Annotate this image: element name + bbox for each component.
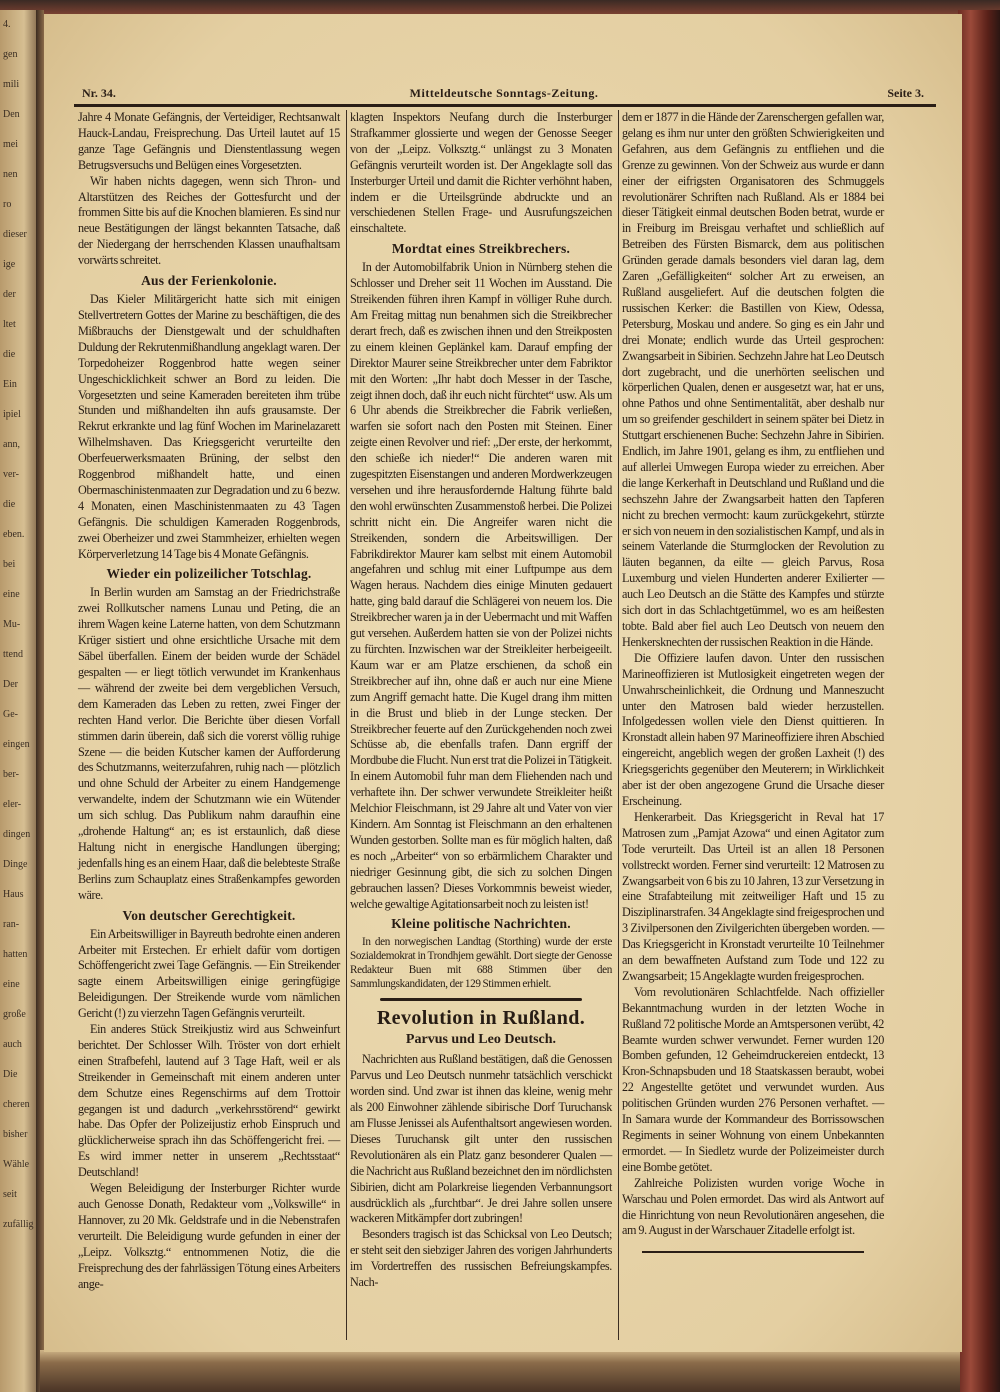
article-heading: Von deutscher Gerechtigkeit. [122,907,296,923]
facing-page-text-fragment: der [3,289,16,300]
facing-page-text-fragment: die [3,499,16,510]
newspaper-page [44,14,962,1352]
facing-page-text-fragment: hatten [3,949,28,960]
article-subheading: Parvus und Leo Deutsch. [405,1032,557,1048]
facing-page-text-fragment: ige [3,259,16,270]
facing-page-text-fragment: eler- [3,799,22,810]
paragraph: Jahre 4 Monate Gefängnis, der Verteidiger, Rechtsanwalt Hauck-Landau, Freisprechung. Das Urteil lautet auf 15 ganze Tage Gefängnis und Dienstentlassung wegen Betrugsversuchs und Belügen eines Vorgesetzten. [78,110,340,172]
paragraph: Ein Arbeitswilliger in Bayreuth bedrohte einen anderen Arbeiter mit Erstechen. Er erhielt dafür vom dortigen Schöffengericht zwei Tage Gefängnis. — Ein Streikender sagte einem Arbeitswilligen einige geringfügige Beleidigungen. Der Streikende wurde vom nämlichen Gericht (!) zu vierzehn Tagen Gefängnis verurteilt. [78,926,340,1021]
facing-page-text-fragment: cheren [3,1099,30,1110]
paragraph: Die Offiziere laufen davon. Unter den russischen Marineoffizieren ist Mutlosigkeit eingetreten wegen der Unwahrscheinlichkeit, die Ordnung und Manneszucht unter den Matrosen bald wieder herzustellen. Infolgedessen wollen viele den Dienst quittieren. In Kronstadt allein haben 97 Marineoffiziere ihren Abschied eingereicht, angeblich wegen der großen Laxheit (!) des Kriegsgerichts gegenüber den Meuterern; in Wirklichkeit aber ist der oben angezogene Grund die Ursache dieser Erscheinung. [622,650,884,808]
article-heading: Aus der Ferienkolonie. [141,273,277,289]
facing-page-text-fragment: ttend [3,649,23,660]
paragraph: Henkerarbeit. Das Kriegsgericht in Reval hat 17 Matrosen zum „Pamjat Azowa“ und einen Agitator zum Tode verurteilt. Das Urteil ist an allen 18 Personen vollstreckt worden. Ferner sind verurteilt: 12 Matrosen zu Zwangsarbeit von 6 bis zu 10 Jahren, 13 zur Versetzung in eine Strafabteilung mit zeitweiliger Haft und 15 zu Disziplinarstrafen. 34 Angeklagte sind freigesprochen und 3 Zivilpersonen den Zivilgerichten übergeben worden. — Das Kriegsgericht in Kronstadt verurteilte 10 Teilnehmer an dem bewaffneten Aufstand zum Tode und 122 zu Zwangsarbeit; 15 Angeklagte wurden freigesprochen. [622,809,884,983]
facing-page-text-fragment: nen [3,169,18,180]
book-binding [958,10,1000,1392]
facing-page-text-fragment: dingen [3,829,31,840]
facing-page-text-fragment: mili [3,79,20,90]
facing-page-text-fragment: bisher [3,1129,28,1140]
article-heading: Kleine politische Nachrichten. [391,916,571,932]
paragraph: Vom revolutionären Schlachtfelde. Nach offizieller Bekanntmachung wurden in der letzten Woche in Rußland 72 politische Morde an Amtspersonen verübt, 42 Beamte wurden schwer verwundet. Ferner wurden 120 Bomben gefunden, 12 Geheimdruckereien entdeckt, 13 Kron-Schnapsbuden und 18 Staatskassen beraubt, wobei 22 Angestellte getötet und verwundet wurden. Aus politischen Gründen wurden 276 Personen verhaftet. — In Samara wurde der Kommandeur des Borrissowschen Regiments in seiner Wohnung von einem Unbekannten ermordet. — In Siedletz wurde der Polizeimeister durch eine Bombe getötet. [622,984,884,1174]
facing-page-text-fragment: seit [3,1189,17,1200]
facing-page-text-fragment: ipiel [3,409,21,420]
facing-page-text-fragment: Den [3,109,20,120]
facing-page-text-fragment: Ge- [3,709,18,720]
paragraph: Das Kieler Militärgericht hatte sich mit einigen Stellvertretern Gottes der Marine zu beschäftigen, die des Mißbrauchs der Dienstgewalt und der schuldhaften Duldung der Rekrutenmißhandlung angeklagt waren. Der Torpedoheizer Roggenbrod hatte wegen seiner Ungeschicklichkeit schwer an Bord zu leiden. Die Vorgesetzten und seine Kameraden bereiteten ihm trübe Stunden und mißhandelten ihn aufs grausamste. Der Rekrut erkrankte und lag fünf Wochen im Marinelazarett Wilhelmshaven. Das Kriegsgericht verurteilte den Oberfeuerwerksmaaten Brüning, der selbst den Roggenbrod mißhandelt hatte, und einen Obermaschinistenmaaten zur Degradation und zu 6 bezw. 4 Monaten, einen Maschinistenmaaten zu 43 Tagen Gefängnis. Die schuldigen Kameraden Roggenbrods, zwei Oberheizer und zwei Stammheizer, erhielten wegen Körperverletzung 14 Tage bis 4 Monate Gefängnis. [78,292,340,561]
paragraph: Wir haben nichts dagegen, wenn sich Thron- und Altarstützen des Reiches der Gottesfurcht und der frommen Sitte bis auf die Knochen blamieren. Es sind nur neue Bestätigungen der längst bekannten Tatsache, daß der Niedergang der herrschenden Klassen unaufhaltsam vorwärts schreitet. [78,173,340,268]
facing-page-text-fragment: bei [3,559,16,570]
paragraph: Zahlreiche Polizisten wurden vorige Woche in Warschau und Polen ermordet. Das wird als Antwort auf die Hinrichtung von neun Revolutionären angesehen, die am 9. August in der Warschauer Zitadelle erfolgt ist. [622,1175,884,1238]
column-3 [622,110,884,1253]
facing-page-text-fragment: Mu- [3,619,21,630]
facing-page-text-fragment: gen [3,49,18,60]
facing-page-text-fragment: große [3,1009,26,1020]
article-heading: Mordtat eines Streikbrechers. [391,241,571,257]
section-rule [380,998,582,1001]
facing-page-text-fragment: ann, [3,439,20,450]
facing-page-text-fragment: ber- [3,769,19,780]
facing-page-text-fragment: eben. [3,529,25,540]
end-rule [642,1251,864,1253]
page-number: Seite 3. [887,86,924,100]
facing-page-text-fragment: die [3,349,16,360]
facing-page-fragment [0,10,40,1392]
facing-page-text-fragment: Dinge [3,859,28,870]
facing-page-text-fragment: Haus [3,889,24,900]
column-1 [78,110,340,1292]
facing-page-text-fragment: ltet [3,319,16,330]
paragraph: Ein anderes Stück Streikjustiz wird aus Schweinfurt berichtet. Der Schlosser Wilh. Tröster von dort erhielt einen Strafbefehl, lautend auf 3 Tage Haft, weil er als Streikender in Gemeinschaft mit einem anderen unter dem Schutze eines Regenschirms auf dem Trottoir gegangen ist und dadurch „verkehrsstörend“ gewirkt habe. Das Opfer der Polizeijustiz erhob Einspruch und glücklicherweise sprach ihn das Schöffengericht frei. — Es wird immer netter in unserem „Rechtsstaat“ Deutschland! [78,1022,340,1180]
issue-number: Nr. 34. [82,86,116,100]
facing-page-text-fragment: ro [3,199,12,210]
facing-page-text-fragment: mei [3,139,18,150]
facing-page-text-fragment: 4. [3,19,11,30]
facing-page-text-fragment: Der [3,679,18,690]
paragraph: klagten Inspektors Neufang durch die Insterburger Strafkammer glossierte und wegen der Genosse Seeger von der „Leipz. Volksztg.“ unlängst zu 3 Monaten Gefängnis verurteilt worden ist. Der Angeklagte soll das Insterburger Urteil und damit die Richter verhöhnt haben, indem er die Urteilsgründe abdruckte und an verschiedenen Stellen Frage- und Ausrufungszeichen einschaltete. [350,110,612,236]
book-spine [36,10,44,1392]
page-header [74,82,934,104]
column-divider [346,110,347,1340]
facing-page-text-fragment: eine [3,979,20,990]
facing-page-text-fragment: eine [3,589,20,600]
facing-page-text-fragment: Ein [3,379,17,390]
article-heading: Wieder ein polizeilicher Totschlag. [106,566,312,582]
column-divider [618,110,619,1340]
newspaper-title: Mitteldeutsche Sonntags-Zeitung. [409,86,599,100]
paragraph: Nachrichten aus Rußland bestätigen, daß die Genossen Parvus und Leo Deutsch nunmehr tatsächlich verschickt worden sind. Und zwar ist ihnen das kleine, wenig mehr als 200 Einwohner zählende sibirische Dorf Turuchansk am Flusse Jenissei als Aufenthaltsort angewiesen worden. Dieses Turuchansk gilt unter den russischen Revolutionären als ein Platz ganz besonderer Qualen — die Nachricht aus Rußland bezeichnet den im nördlichsten Sibirien, dicht am Polarkreise liegenden Verbannungsort ausdrücklich als „furchtbar“. Je drei Jahre sollen unsere wackeren Mitkämpfer dort zubringen! [350,1052,612,1226]
paragraph: In den norwegischen Landtag (Storthing) wurde der erste Sozialdemokrat in Trondhjem gewählt. Dort siegte der Genosse Redakteur Buen mit 688 Stimmen über den Sammlungskandidaten, der 129 Stimmen erhielt. [350,936,612,991]
facing-page-text-fragment: zufällig [3,1219,34,1230]
facing-page-text-fragment: ran- [3,919,20,930]
paragraph: Wegen Beleidigung der Insterburger Richter wurde auch Genosse Donath, Redakteur vom „Volkswille“ in Hannover, zu 20 Mk. Geldstrafe und in die Nebenstrafen verurteilt. Die Beleidigung wurde gefunden in einer der „Leipz. Volksztg.“ entnommenen Notiz, die die Freisprechung des der fahrlässigen Tötung eines Arbeiters ange- [78,1181,340,1291]
facing-page-text-fragment: ver- [3,469,19,480]
book-bottom-edge [40,1350,960,1392]
paragraph: In der Automobilfabrik Union in Nürnberg stehen die Schlosser und Dreher seit 11 Wochen im Ausstand. Die Streikenden führen ihren Kampf in völliger Ruhe durch. Am Freitag mittag nun benahmen sich die Streikbrecher derart frech, daß es zwischen ihnen und den Streikposten zu einem kleinen Geplänkel kam. Darauf empfing der Direktor Maurer seine Streikbrecher unter dem Fabriktor mit den Worten: „Ihr habt doch Messer in der Tasche, zeigt ihnen doch, daß ihr euch nicht fürchtet“ usw. Als um 6 Uhr abends die Streikbrecher die Fabrik verließen, warfen sie sofort nach den Posten mit Steinen. Einer zeigte einen Revolver und rief: „Der erste, der herkommt, den schieße ich nieder!“ Die anderen waren mit zugespitzten Eisenstangen und anderen Mordwerkzeugen versehen und ihre herausfordernde Haltung führte bald den wohl erwünschten Zusammenstoß herbei. Die Polizei schritt nicht ein. Die Angreifer waren nicht die Streikenden, sondern die Arbeitswilligen. Der Fabrikdirektor Maurer kam selbst mit einem Automobil angefahren und schlug mit einer Luftpumpe aus dem Wagen heraus. Nachdem dies einige Minuten gedauert hatte, ging bald darauf die Schlägerei von neuem los. Die Streikbrecher waren ja in der Uebermacht und mit Waffen gut versehen. Außerdem hatten sie von der Polizei nichts zu fürchten. Inzwischen war der Streikleiter herbeigeeilt. Kaum war er am Platze erschienen, da schoß ein Streikbrecher auf ihn, ohne daß er auch nur eine Miene zum Angriff gemacht hatte. Die Kugel drang ihm mitten in die Brust und blieb in der Lunge stecken. Der Streikbrecher feuerte auf den Zurückgehenden noch zwei Schüsse ab, die ebenfalls trafen. Dann ergriff der Mordbube die Flucht. Nun erst trat die Polizei in Tätigkeit. In einem Automobil fuhr man dem Fliehenden nach und verhaftete ihn. Der schwer verwundete Streikleiter heißt Melchior Fleischmann, ist 29 Jahre alt und Vater von vier Kindern. Am Sonntag ist Fleischmann an den erhaltenen Wunden gestorben. Sollte man es für möglich halten, daß es noch „Arbeiter“ von so erbärmlichem Charakter und niedriger Gesinnung gibt, die sich zu solchen Dingen gebrauchen lassen? Dieses Vorkommnis beweist wieder, welche gewaltige Agitationsarbeit noch zu leisten ist! [350,260,612,911]
column-2 [350,110,612,1291]
facing-page-text-fragment: Die [3,1069,18,1080]
facing-page-text-fragment: dieser [3,229,27,240]
facing-page-text-fragment: eingen [3,739,30,750]
paragraph: Besonders tragisch ist das Schicksal von Leo Deutsch; er steht seit den siebziger Jahren des vorigen Jahrhunderts im Vordertreffen des russischen Befreiungskampfes. Nach- [350,1227,612,1290]
paragraph: dem er 1877 in die Hände der Zarenschergen gefallen war, gelang es ihm nur unter den größten Schwierigkeiten und Gefahren, aus dem Gefängnis zu entfliehen und die Grenze zu gewinnen. Von der Schweiz aus wurde er dann einer der eifrigsten Organisatoren des Schmuggels revolutionärer Schriften nach Rußland. Als er 1884 bei dieser Tätigkeit einmal deutschen Boden betrat, wurde er in Freiburg im Breisgau verhaftet und schließlich auf Betreiben des Fürsten Bismarck, dem aus politischen Gründen gerade damals besonders viel daran lag, dem Zaren „Gefälligkeiten“ solcher Art zu erweisen, an Rußland ausgeliefert. Auf die deutschen folgten die russischen Kerker: die Bastillen von Kiew, Odessa, Petersburg, Moskau und andere. So ging es ein Jahr und drei Monate; endlich wurde das Urteil gesprochen: Zwangsarbeit in Sibirien. Sechzehn Jahre hat Leo Deutsch dort zugebracht, und die unerhörten seelischen und körperlichen Qualen, denen er ausgesetzt war, hat er uns, ohne Pathos und ohne Sentimentalität, aber deshalb nur um so greifender geschildert in seinem später bei Dietz in Stuttgart erschienenen Buche: Sechzehn Jahre in Sibirien. Endlich, im Jahre 1901, gelang es ihm, zu entfliehen und auf allerlei Umwegen Europa wieder zu erreichen. Aber die lange Kerkerhaft in Deutschland und Rußland und die sechszehn Jahre der Zwangsarbeit hatten den Tapferen nicht zu brechen vermocht: kaum zurückgekehrt, stürzte er sich von neuem in den sozialistischen Kampf, und als in seinem Vaterlande die Sturmglocken der Revolution zu läuten begannen, da eilte — gleich Parvus, Rosa Luxemburg und vielen Hunderten anderer Exilierter — auch Leo Deutsch an die Stätte des Kampfes und stürzte sich dort in das Schlachtgetümmel, wo es am heißesten tobte. Bald aber fiel auch Leo Deutsch von neuem den Henkersknechten der russischen Reaktion in die Hände. [622,110,884,649]
paragraph: In Berlin wurden am Samstag an der Friedrichstraße zwei Rollkutscher namens Lunau und Peting, die an ihrem Wagen keine Laterne hatten, von dem Schutzmann Krüger sistiert und ohne ersichtliche Ursache mit dem Säbel überfallen. Einem der beiden wurde der Schädel gespalten — er liegt tötlich verwundet im Krankenhaus — während der zweite bei dem vergeblichen Versuch, dem Kameraden das Leben zu retten, zwei Finger der rechten Hand verlor. Die Berichte über diesen Vorfall stimmen darin überein, daß sich die vorerst völlig ruhige Szene — die beiden Kutscher kamen der Aufforderung des Schutzmanns, weiterzufahren, ruhig nach — plötzlich und ohne Schuld der Arbeiter zu einem Handgemenge verwandelte, indem der Schutzmann wie ein Wütender um sich schlug. Das Publikum nahm daraufhin eine „drohende Haltung“ an; es ist erstaunlich, daß diese Haltung nicht in energische Handlungen überging; jedenfalls hing es an einem Haar, daß die belebteste Straße Berlins zum Schauplatz eines Straßenkampfes geworden wäre. [78,585,340,902]
header-rule [74,104,936,107]
facing-page-text-fragment: Wähle [3,1159,30,1170]
section-heading: Revolution in Rußland. [376,1007,586,1030]
facing-page-text-fragment: auch [3,1039,22,1050]
